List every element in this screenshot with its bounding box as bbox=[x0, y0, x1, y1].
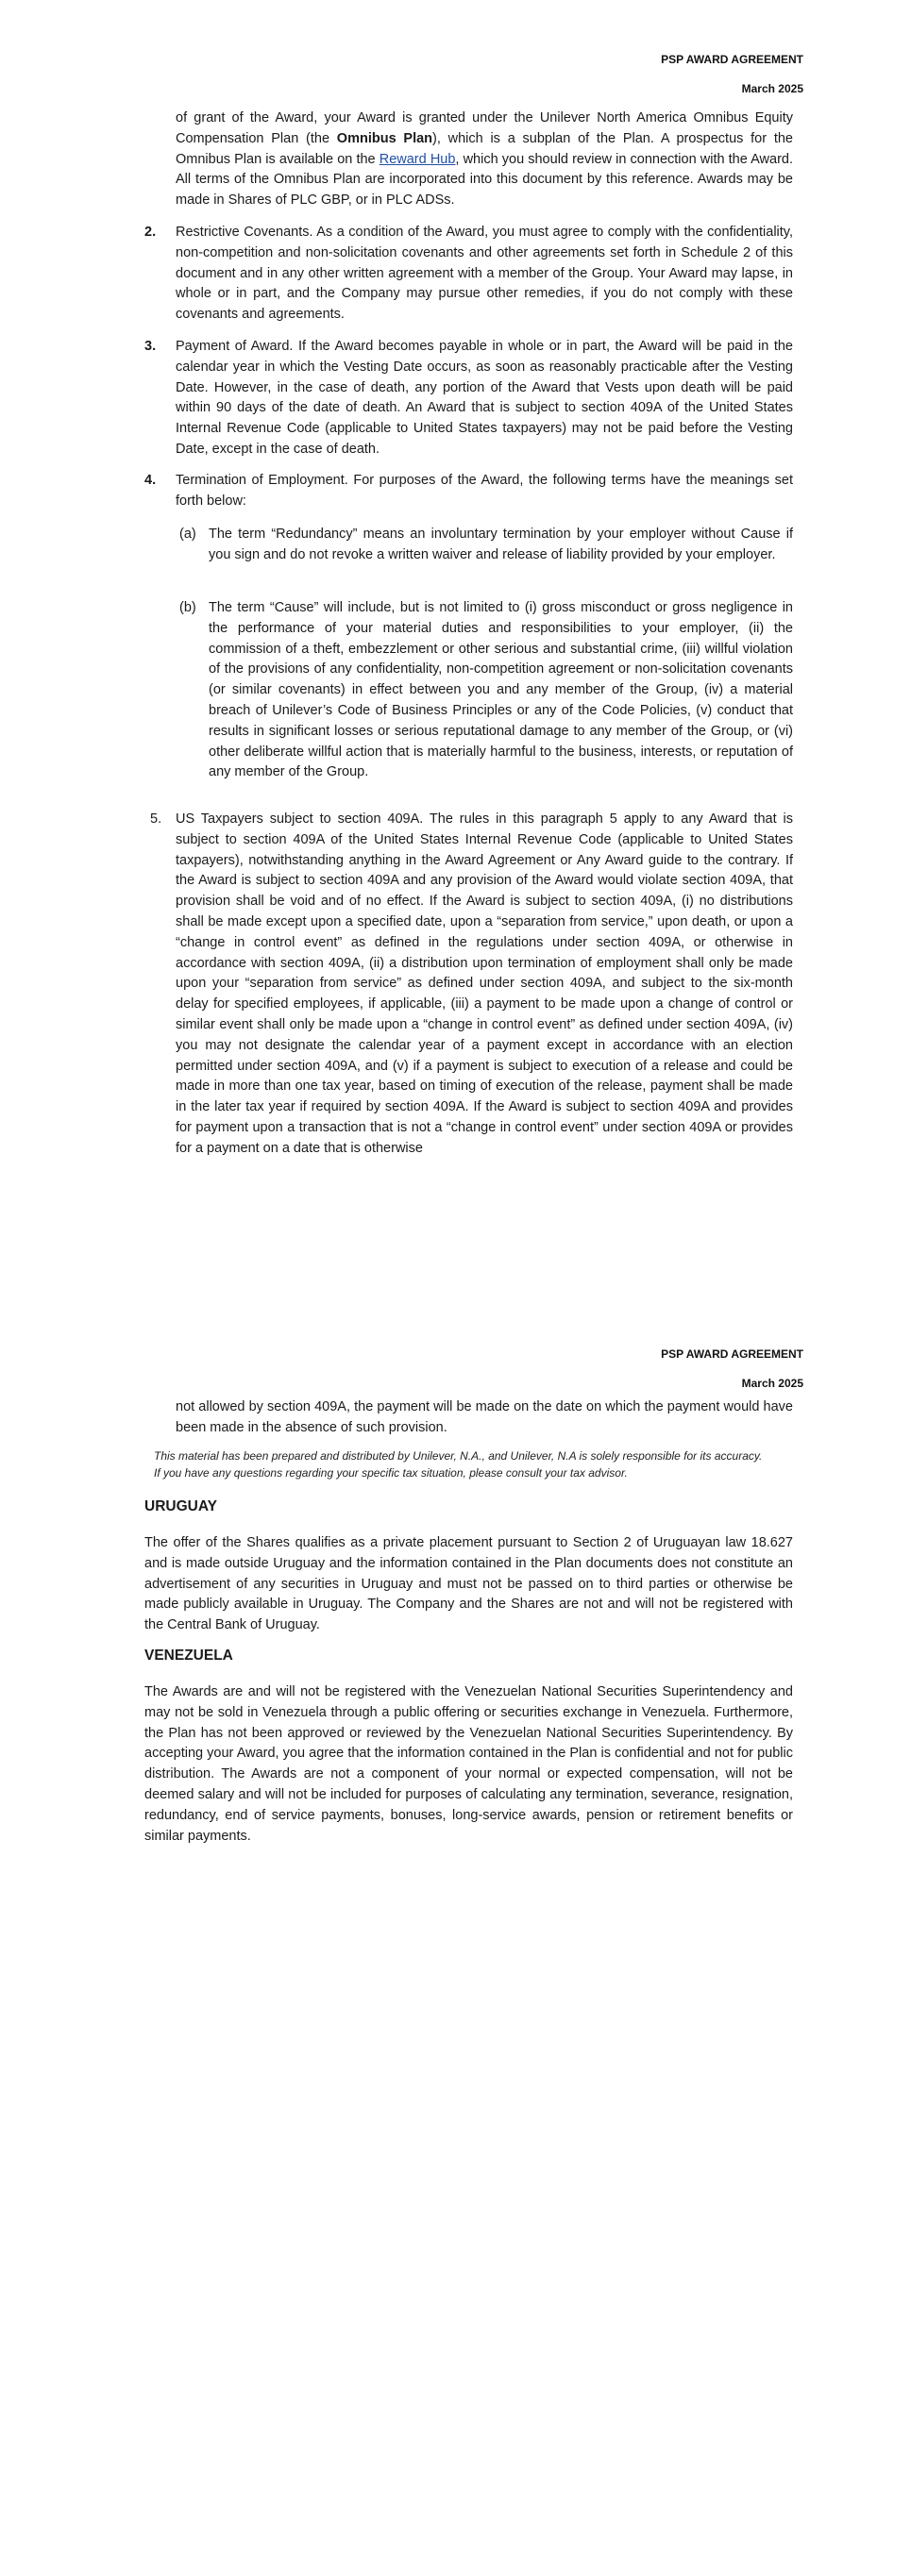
header-date: March 2025 bbox=[741, 1377, 803, 1390]
intro-paragraph bbox=[176, 109, 793, 211]
page-2 bbox=[0, 1340, 911, 2576]
clause-number: 2. bbox=[144, 225, 157, 240]
disclaimer-line-2: If you have any questions regarding your specific tax situation, please consult your tax advisor. bbox=[154, 1466, 628, 1480]
intro-text-2: ), which is a subplan of the Plan. A prospectus for the Omnibus Plan is available on the bbox=[176, 130, 793, 167]
subclause-text: The term “Redundancy” means an involuntary termination by your employer without Cause if you sign and do not revoke a written waiver and release of liability provided by your employer. bbox=[209, 527, 793, 562]
intro-text-3: , which you should review in connection with the Award. All terms of the Omnibus Plan are incorporated into this document by this reference. Awards may be made in Shares of PLC GBP, or in PLC ADSs. bbox=[176, 151, 793, 209]
header-title: PSP AWARD AGREEMENT bbox=[661, 1347, 803, 1361]
clause-payment-of-award bbox=[144, 337, 793, 460]
section-heading-venezuela: VENEZUELA bbox=[144, 1648, 233, 1664]
subclause-label: (b) bbox=[179, 600, 196, 615]
clause-text: US Taxpayers subject to section 409A. The rules in this paragraph 5 apply to any Award that is subject to section 409A of the United States Internal Revenue Code (applicable to United States taxpayers), notwithstanding anything in the Award Agreement or Any Award guide to the contrary. If the Award is subject to section 409A and any provision of the Award would violate section 409A, that provision shall be void and of no effect. If the Award is subject to section 409A, (i) no distributions shall be made except upon a specified date, upon a “separation from service,” upon death, or upon a “change in control event” as defined in the regulations under section 409A, or otherwise in accordance with section 409A, (ii) a distribution upon termination of employment shall only be made upon your “separation from service” as defined under section 409A, and subject to the six-month delay for specified employees, if applicable, (iii) a payment to be made upon a change of control or similar event shall only be made upon a “change in control event” as defined under section 409A, (iv) you may not designate the calendar year of a payment except in accordance with an election permitted under section 409A, and (v) if a payment is subject to execution of a release and could be made in more than one tax year, based on timing of execution of the release, payment shall be made in the later tax year if required by section 409A. If the Award is subject to section 409A and provides for payment upon a transaction that is not a “change in control event” under section 409A or provides for a payment on a date that is otherwise bbox=[176, 811, 793, 1156]
clause-number: 5. bbox=[150, 811, 162, 827]
clause-text: Restrictive Covenants. As a condition of the Award, you must agree to comply with the confidentiality, non-competition and non-solicitation covenants and other agreements set forth in Schedule 2 of this document and in any other written agreement with a member of the Group. Your Award may lapse, in whole or in part, and the Company may pursue other remedies, if you do not comply with these covenants and agreements. bbox=[176, 225, 793, 323]
header-date: March 2025 bbox=[741, 82, 803, 95]
clause-5-continuation: not allowed by section 409A, the payment will be made on the date on which the payment would have been made in the absence of such provision. bbox=[176, 1399, 793, 1435]
section-text-uruguay: The offer of the Shares qualifies as a private placement pursuant to Section 2 of Uruguayan law 18.627 and is made outside Uruguay and the information contained in the Plan documents does not constitute an advertisement of any securities in Uruguay and must not be passed on to third parties or otherwise be made publicly available in Uruguay. The Company and the Shares are not and will not be registered with the Central Bank of Uruguay. bbox=[144, 1535, 793, 1633]
definition-redundancy bbox=[179, 525, 793, 566]
section-heading-uruguay: URUGUAY bbox=[144, 1498, 217, 1514]
clause-restrictive-covenants bbox=[144, 223, 793, 326]
clause-text: Payment of Award. If the Award becomes payable in whole or in part, the Award will be paid in the calendar year in which the Vesting Date occurs, as soon as reasonably practicable after the Vesting Date. However, in the case of death, any portion of the Award that Vests upon death will be paid within 90 days of the date of death. An Award that is subject to section 409A of the United States Internal Revenue Code (applicable to United States taxpayers) may not be paid before the Vesting Date, except in the case of death. bbox=[176, 339, 793, 457]
subclause-label: (a) bbox=[179, 527, 196, 542]
header-title: PSP AWARD AGREEMENT bbox=[661, 53, 803, 66]
intro-text-1: of grant of the Award, your Award is granted under the Unilever North America Omnibus Equity Compensation Plan (the bbox=[176, 110, 793, 146]
omnibus-plan-term: Omnibus Plan bbox=[336, 130, 433, 146]
section-text-venezuela: The Awards are and will not be registered with the Venezuelan National Securities Superintendency and may not be sold in Venezuela through a public offering or securities exchange in Venezuela. Furthermore, the Plan has not been approved or reviewed by the Venezuelan National Securities Superintendency. By accepting your Award, you agree that the information contained in the Plan is confidential and not for public distribution. The Awards are not a component of your normal or expected compensation, will not be deemed salary and will not be included for purposes of calculating any termination, severance, resignation, redundancy, end of service payments, bonuses, long-service awards, pension or retirement benefits or similar payments. bbox=[144, 1684, 793, 1844]
disclaimer-note bbox=[154, 1447, 815, 1481]
clause-us-taxpayers-409a bbox=[144, 810, 793, 1160]
clause-text: Termination of Employment. For purposes of the Award, the following terms have the meanings set forth below: bbox=[176, 473, 793, 509]
definition-cause bbox=[179, 598, 793, 783]
clause-number: 4. bbox=[144, 473, 157, 488]
disclaimer-line-1: This material has been prepared and distributed by Unilever, N.A., and Unilever, N.A is solely responsible for its accuracy. bbox=[154, 1449, 763, 1463]
subclause-text: The term “Cause” will include, but is not limited to (i) gross misconduct or gross negligence in the performance of your material duties and responsibilities to your employer, (ii) the commission of a theft, embezzlement or other serious and substantial crime, (iii) willful violation of the provisions of any confidentiality, non-competition agreement or non-solicitation covenants (or similar covenants) in effect between you and any member of the Group, (iv) a material breach of Unilever’s Code of Business Principles or any of the Code Policies, (v) conduct that results in significant losses or serious reputational damage to any member of the Group, or (vi) other deliberate willful action that is materially harmful to the business, interests, or reputation of any member of the Group. bbox=[209, 600, 793, 780]
clause-number: 3. bbox=[144, 339, 157, 354]
clause-termination-of-employment bbox=[144, 471, 793, 512]
reward-hub-link[interactable]: Reward Hub bbox=[379, 151, 456, 167]
